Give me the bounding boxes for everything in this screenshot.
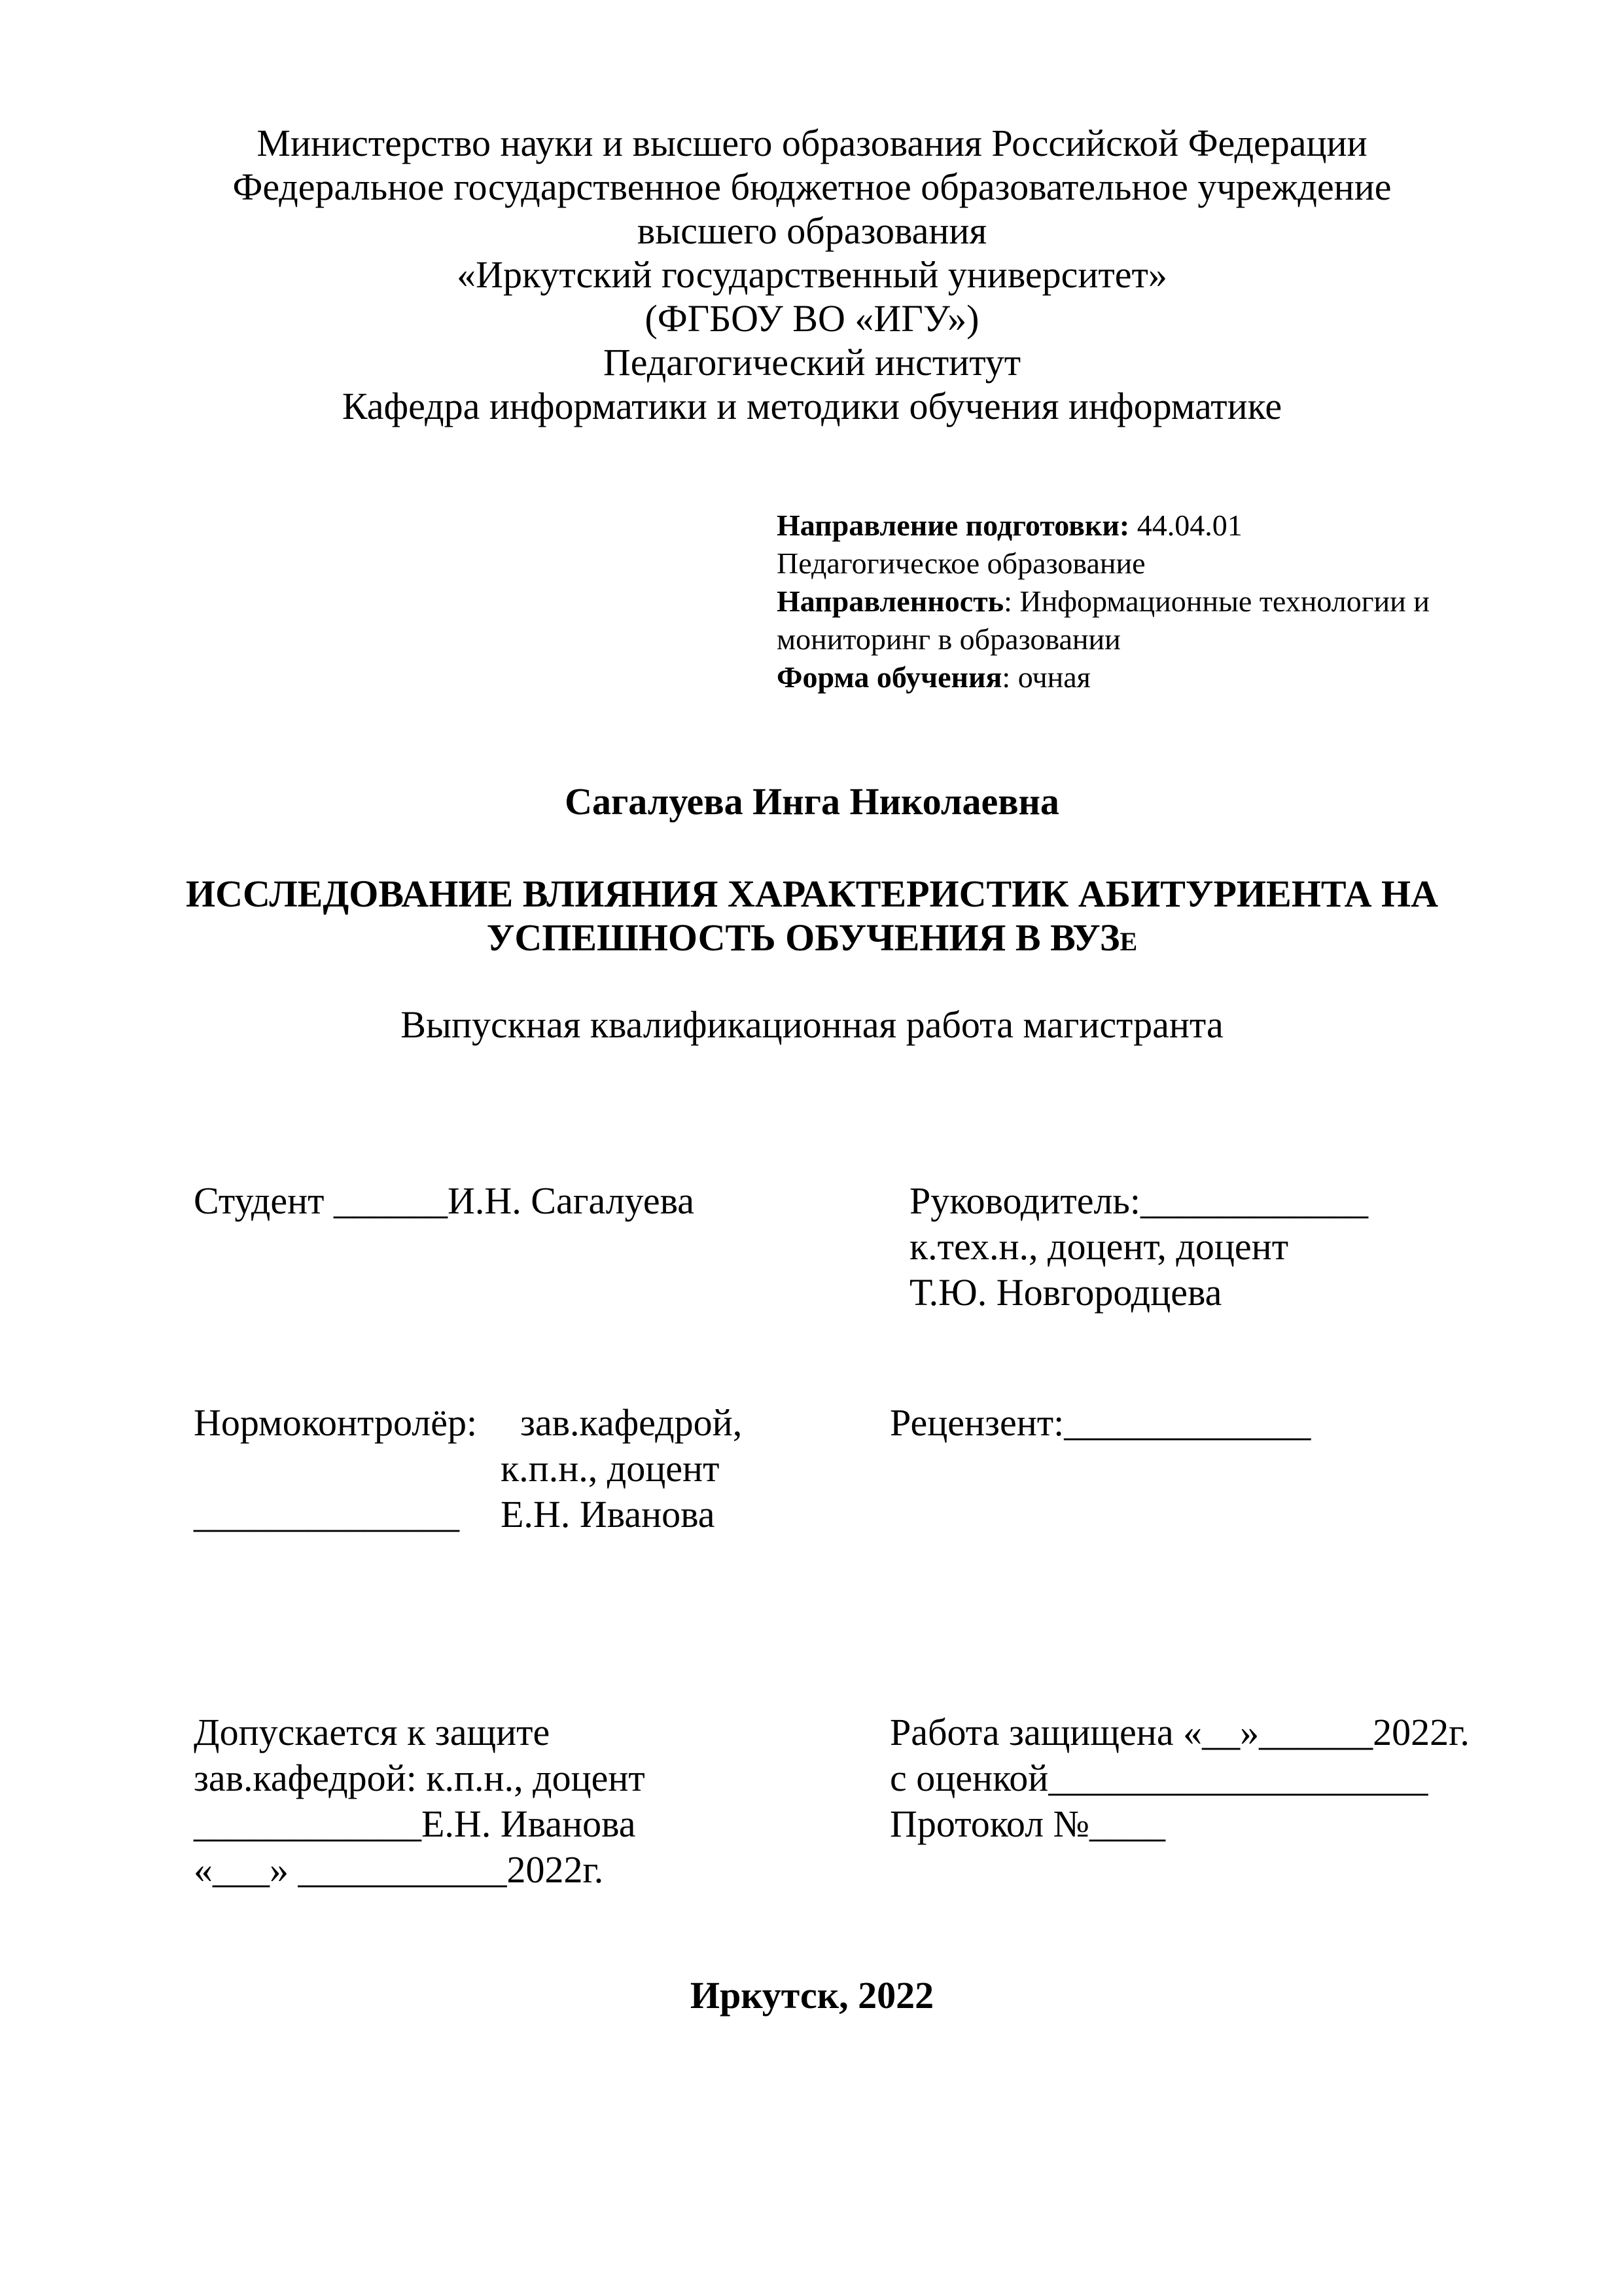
admitted-line-1: Допускается к защите [194,1711,550,1753]
direction-name-line: Педагогическое образование [777,547,1146,580]
focus-line [777,586,1430,617]
supervisor-signature-line: Руководитель:____________ [909,1179,1368,1222]
defended-line-3: Протокол №____ [890,1803,1165,1845]
ministry-line: Министерство науки и высшего образования Российской Федерации [256,122,1368,164]
study-form-line [777,662,1091,692]
thesis-title-line-2 [0,916,1624,959]
city-year: Иркутск, 2022 [690,1974,934,2017]
defended-line-1: Работа защищена «__»______2022г. [890,1711,1470,1753]
supervisor-degree: к.тех.н., доцент, доцент [909,1225,1289,1268]
department-line: Кафедра информатики и методики обучения информатике [342,385,1282,427]
student-signature-line: Студент ______И.Н. Сагалуева [194,1179,695,1222]
admitted-line-3: ____________Е.Н. Иванова [194,1803,636,1845]
university-name-line: «Иркутский государственный университет» [457,253,1167,296]
normcontrol-position: зав.кафедрой, [520,1401,743,1444]
university-abbr-line: (ФГБОУ ВО «ИГУ») [644,297,980,340]
normcontrol-label: Нормоконтролёр: [194,1401,478,1444]
direction-line [777,511,1243,541]
work-type: Выпускная квалификационная работа магистранта [400,1003,1224,1046]
normcontrol-signature-blank: ______________ [194,1493,459,1535]
study-form-value: : очная [1002,660,1091,694]
study-form-label: Форма обучения [777,660,1002,694]
normcontrol-name: Е.Н. Иванова [501,1493,715,1535]
defended-line-2: с оценкой____________________ [890,1757,1428,1799]
direction-code: 44.04.01 [1129,509,1243,542]
focus-label: Направленность [777,584,1004,618]
focus-value-line: мониторинг в образовании [777,622,1121,656]
author-name: Сагалуева Инга Николаевна [565,780,1059,823]
admitted-line-4: «___» ___________2022г. [194,1848,604,1891]
focus-value: : Информационные технологии и [1004,584,1430,618]
institution-type-line: Федеральное государственное бюджетное образовательное учреждение [232,166,1392,208]
admitted-line-2: зав.кафедрой: к.п.н., доцент [194,1757,645,1799]
normcontrol-degree: к.п.н., доцент [501,1447,720,1490]
thesis-title-suffix: Е [1120,927,1138,956]
education-level-line: высшего образования [637,209,987,252]
thesis-title-main: УСПЕШНОСТЬ ОБУЧЕНИЯ В ВУЗ [486,916,1120,959]
institute-line: Педагогический институт [603,341,1021,384]
reviewer-signature-line: Рецензент:_____________ [890,1401,1311,1444]
direction-label: Направление подготовки: [777,509,1130,542]
thesis-title-line-1: ИССЛЕДОВАНИЕ ВЛИЯНИЯ ХАРАКТЕРИСТИК АБИТУРИЕНТА НА [186,872,1438,915]
supervisor-name: Т.Ю. Новгородцева [909,1271,1222,1314]
